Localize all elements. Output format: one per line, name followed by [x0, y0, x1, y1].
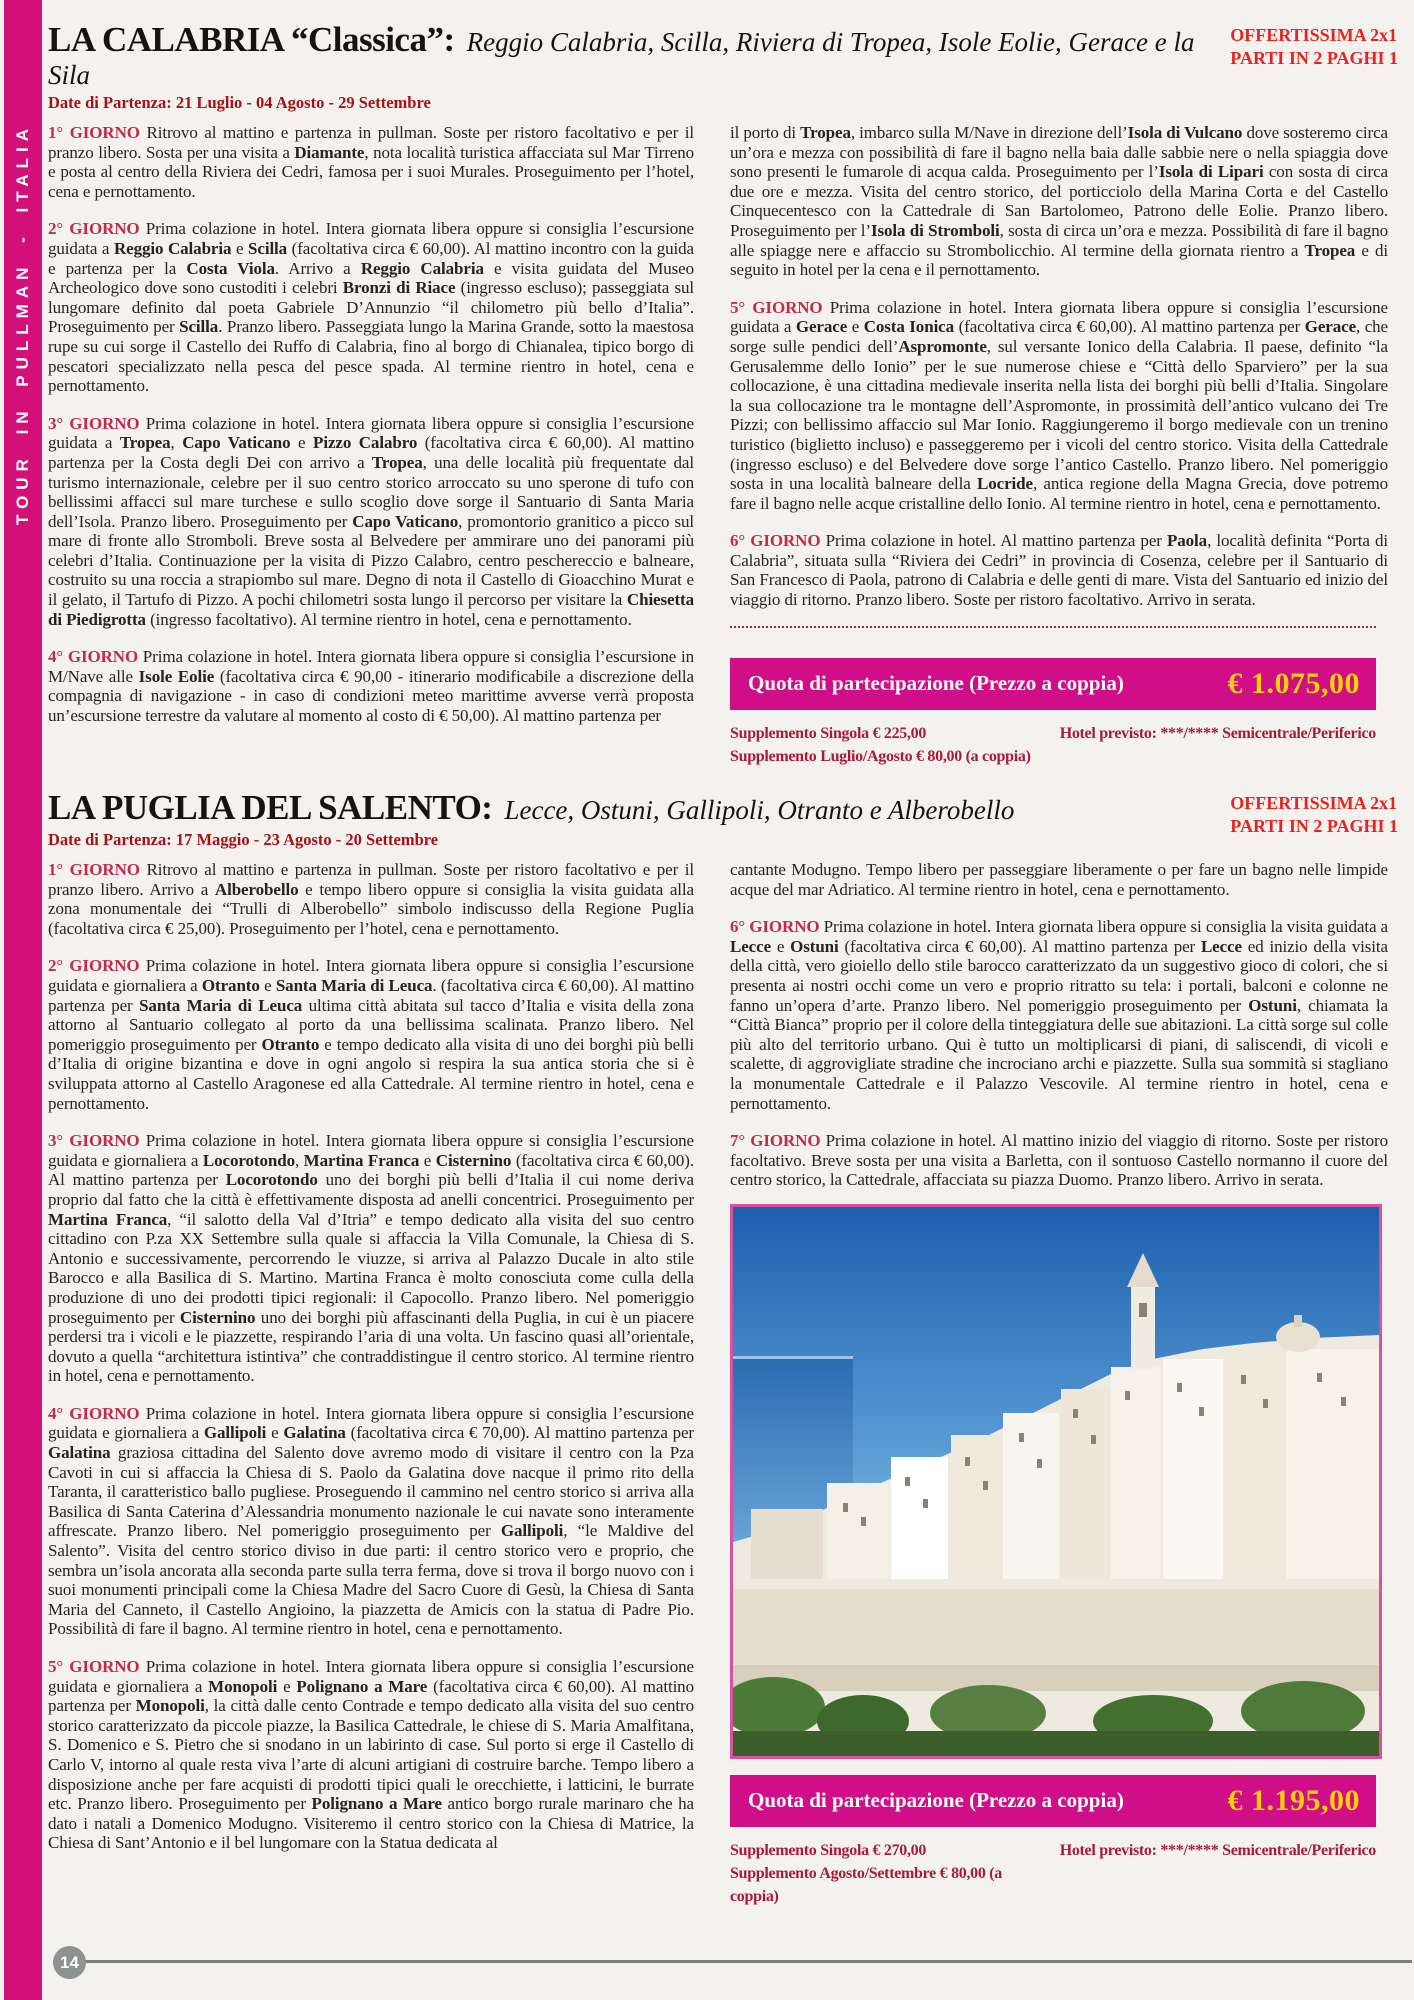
hotel-info: Hotel previsto: ***/**** Semicentrale/Periferico — [1059, 724, 1376, 742]
section-puglia — [48, 788, 1404, 1908]
day-paragraph: 5° GIORNO Prima colazione in hotel. Intera giornata libera oppure si consiglia l’escursione guidata e giornaliera a Monopoli e Polignano a Mare (facoltativa circa € 60,00). Al mattino partenza per Monopoli, la città dalle cento Contrade e tempo dedicato alla visita del suo centro storico caratterizzato da piccole piazze, la Basilica Cattedrale, le chiese di S. Maria Amalfitana, S. Domenico e S. Pietro che si snodano in un labirinto di case. Sul porto si erge il Castello di Carlo V, intorno al quale resta viva l’arte di alcuni artigiani di costruire barche. Tempo libero a disposizione anche per fare acquisti di prodotti tipici quali le orecchiette, i latticini, le burrate etc. Pranzo libero. Proseguimento per Polignano a Mare antico borgo rurale marinaro che ha dato i natali a Domenico Modugno. Visiteremo il centro storico con la Chiesa di Matrice, la Chiesa di Sant’Antonio e il bel lungomare con la Statua dedicata al — [48, 1657, 694, 1853]
supplements — [730, 722, 1031, 768]
section-calabria — [48, 20, 1404, 768]
day-label: 6° GIORNO — [730, 917, 824, 937]
column-left — [48, 860, 694, 1908]
departure-dates: Date di Partenza: 21 Luglio - 04 Agosto - 29 Settembre — [48, 93, 431, 112]
day-paragraph: 3° GIORNO Prima colazione in hotel. Intera giornata libera oppure si consiglia l’escursione guidata a Tropea, Capo Vaticano e Pizzo Calabro (facoltativa circa € 60,00). Al mattino partenza per la Costa degli Dei con arrivo a Tropea, una delle località più frequentate dal turismo internazionale, celebre per il suo centro storico arroccato su uno sperone di tufo con bellissimi affacci sul mare turchese e sullo scoglio dove sorge il Santuario di Santa Maria dell’Isola. Pranzo libero. Proseguimento per Capo Vaticano, promontorio granitico a picco sul mare di fronte allo Stromboli. Breve sosta al Belvedere per ammirare uno dei panorami più celebri d’Italia. Continuazione per la visita di Pizzo Calabro, centro peschereccio e balneare, costruito su una roccia a strapiombo sul mare. Degno di nota il Castello di Gioacchino Murat e il gelato, il Tartufo di Pizzo. A pochi chilometri sosta lungo il percorso per visitare la Chiesetta di Piedigrotta (ingresso facoltativo). Al termine rientro in hotel, cena e pernottamento. — [48, 413, 694, 629]
day-label: 1° GIORNO — [48, 860, 147, 880]
day-paragraph: 4° GIORNO Prima colazione in hotel. Intera giornata libera oppure si consiglia l’escursione guidata e giornaliera a Gallipoli e Galatina (facoltativa circa € 70,00). Al mattino partenza per Galatina graziosa cittadina del Salento dove avremo modo di visitare il centro con la Pza Cavoti in cui si affaccia la Chiesa di S. Paolo da Galatina dove nacque il primo rito della Taranta, il caratteristico ballo pugliese. Proseguendo il cammino nel centro storico si arriva alla Basilica di Santa Caterina d’Alessandria monumento nazionale le cui navate sono interamente affrescate. Pranzo libero. Nel pomeriggio proseguimento per Gallipoli, “le Maldive del Salento”. Visita del centro storico diviso in due parti: il centro storico vero e proprio, che sembra un’isola ancorata alla seconda parte sulla terra ferma, dove si trova il borgo nuovo con i suoi monumenti principali come la Chiesa Madre del Sacro Cuore di Gesù, la Chiesa di Santa Maria del Canneto, il Castello Angioino, la piazzetta de Amicis con la statua di Padre Pio. Possibilità di fare il bagno. Al termine rientro in hotel, cena e pernottamento. — [48, 1403, 694, 1639]
day-paragraph: 2° GIORNO Prima colazione in hotel. Intera giornata libera oppure si consiglia l’escursione guidata a Reggio Calabria e Scilla (facoltativa circa € 60,00). Al mattino incontro con la guida e partenza per la Costa Viola. Arrivo a Reggio Calabria e visita guidata del Museo Archeologico dove sono custoditi i celebri Bronzi di Riace (ingresso escluso); passeggiata sul lungomare definito dal poeta Gabriele D’Annunzio “il chilometro più bello d’Italia”. Proseguimento per Scilla. Pranzo libero. Passeggiata lungo la Marina Grande, sotto la maestosa rupe su cui sorge il Castello dei Ruffo di Calabria, fino al borgo di Chianalea, tipico borgo di pescatori specializzato nella pesca del pesce spada. Al termine rientro in hotel, cena e pernottamento. — [48, 219, 694, 396]
page-content — [48, 0, 1404, 1909]
column-right — [730, 860, 1388, 1908]
day-label: 2° GIORNO — [48, 956, 146, 976]
day-label: 3° GIORNO — [48, 1131, 146, 1151]
day-label: 4° GIORNO — [48, 1403, 146, 1423]
column-right — [730, 123, 1388, 768]
day-paragraph: 4° GIORNO Prima colazione in hotel. Intera giornata libera oppure si consiglia l’escursione in M/Nave alle Isole Eolie (facoltativa circa € 90,00 - itinerario modificabile a discrezione della compagnia di navigazione - in caso di condizioni meteo marittime avverse verrà proposta un’escursione terrestre da valutare al momento al costo di € 50,00). Al mattino partenza per — [48, 647, 694, 726]
supplement-single: Supplemento Singola € 225,00 — [730, 724, 927, 742]
section-subtitle: Reggio Calabria, Scilla, Riviera di Tropea, Isole Eolie, Gerace e la Sila — [48, 27, 1195, 90]
day-paragraph: 6° GIORNO Prima colazione in hotel. Intera giornata libera oppure si consiglia la visita guidata a Lecce e Ostuni (facoltativa circa € 60,00). Al mattino partenza per Lecce ed inizio della visita della città, vero gioiello dello stile barocco caratterizzato da un suggestivo gioco di colori, che si presenta ai nostri occhi come un vero e proprio ritratto su tela: i portali, balconi e colonne ne fanno un’opera d’arte. Pranzo libero. Nel pomeriggio proseguimento per Ostuni, chiamata la “Città Bianca” proprio per il colore della tinteggiatura delle sue abitazioni. La città sorge sul colle più alto del territorio urbano. Qui è tutto un moltiplicarsi di piani, di saliscendi, di vicoli e scalette, di aggrovigliate stradine che incrociano archi e piazzette. Sulla sua sommità si stagliano la monumentale Cattedrale e il Palazzo Vescovile. Al termine rientro in hotel, cena e pernottamento. — [730, 917, 1388, 1113]
day-paragraph: 7° GIORNO Prima colazione in hotel. Al mattino inizio del viaggio di ritorno. Soste per ristoro facoltativo. Breve sosta per una visita a Barletta, con il sontuoso Castello normanno il cuore del centro storico, la Cattedrale, affacciata su piazza Duomo. Pranzo libero. Arrivo in serata. — [730, 1131, 1388, 1190]
day-paragraph: 1° GIORNO Ritrovo al mattino e partenza in pullman. Soste per ristoro facoltativo e per il pranzo libero. Sosta per una visita a Diamante, nota località turistica affacciata sul Mar Tirreno e posta al centro della Riviera dei Cedri, famosa per i suoi Murales. Proseguimento per l’hotel, cena e pernottamento. — [48, 123, 694, 201]
day-label: 7° GIORNO — [730, 1131, 826, 1151]
offer-badge-line2: PARTI IN 2 PAGHI 1 — [1230, 47, 1398, 68]
day-paragraph: 3° GIORNO Prima colazione in hotel. Intera giornata libera oppure si consiglia l’escursione guidata e giornaliera a Locorotondo, Martina Franca e Cisternino (facoltativa circa € 60,00). Al mattino partenza per Locorotondo uno dei borghi più belli d’Italia il cui nome deriva proprio dal fatto che la città è effettivamente disposta ad anelli concentrici. Proseguimento per Martina Franca, “il salotto della Val d’Itria” e tempo dedicato alla visita del suo centro cittadino con P.za XX Settembre sulla quale si affaccia la Villa Comunale, la Chiesa di S. Antonio e successivamente, percorrendo le viuzze, si arriva al Palazzo Ducale in alto stile Barocco e alla Basilica di S. Martino. Martina Franca è molto conosciuta come culla della produzione di uno dei prodotti tipici regionali: il Capocollo. Pranzo libero. Nel pomeriggio proseguimento per Cisternino uno dei borghi più affascinanti della Puglia, in cui è un piacere perdersi tra i vicoli e le piazzette, respirando l’aria di una volta. Un fascino quasi all’orientale, dovuto a quella “architettura istintiva” che contraddistingue il centro storico. Al termine rientro in hotel, cena e pernottamento. — [48, 1131, 695, 1386]
section-subtitle: Lecce, Ostuni, Gallipoli, Otranto e Alberobello — [504, 795, 1015, 826]
section-header — [48, 20, 1404, 113]
supplement-season: Supplemento Agosto/Settembre € 80,00 (a coppia) — [730, 1865, 1002, 1906]
section-title: LA CALABRIA “Classica”: — [48, 20, 455, 59]
day-paragraph: 6° GIORNO Prima colazione in hotel. Al mattino partenza per Paola, località definita “Porta di Calabria”, situata sulla “Riviera dei Cedri” in provincia di Cosenza, celebre per il Santuario di San Francesco di Paola, patrono di Calabria e delle genti di mare. Vista del Santuario ed inizio del viaggio di ritorno. Pranzo libero. Soste per ristoro facoltativo. Arrivo in serata. — [730, 531, 1388, 610]
day-label: 2° GIORNO — [48, 219, 146, 239]
price-amount: € 1.195,00 — [1227, 1783, 1360, 1817]
supplements — [730, 1839, 1050, 1909]
continuation-paragraph: il porto di Tropea, imbarco sulla M/Nave in direzione dell’Isola di Vulcano dove sosteremo circa un’ora e mezza con possibilità di fare il bagno nella baia dalle sabbie nere o nella spiaggia dove sono presenti le fumarole di acqua calda. Proseguimento per l’Isola di Lipari con sosta di circa due ore e mezza. Visita del centro storico, del porticciolo della Marina Corta e del Castello Cinquecentesco con la Cattedrale di San Bartolomeo, Patrono delle Eolie. Pranzo libero. Proseguimento per l’Isola di Stromboli, sosta di circa un’ora e mezza. Possibilità di fare il bagno alle spiagge nere e affaccio su Strombolicchio. Al termine della giornata rientro a Tropea e di seguito in hotel per la cena e il pernottamento. — [730, 123, 1389, 280]
price-box — [730, 658, 1376, 710]
footer-rule — [70, 1960, 1412, 1963]
day-label: 5° GIORNO — [48, 1657, 146, 1676]
two-column-body — [48, 860, 1404, 1908]
price-label: Quota di partecipazione (Prezzo a coppia) — [748, 1788, 1124, 1813]
ostuni-photo — [730, 1204, 1382, 1759]
day-label: 3° GIORNO — [48, 413, 146, 433]
supplements-row — [730, 1839, 1376, 1909]
two-column-body — [48, 123, 1404, 768]
day-label: 4° GIORNO — [48, 647, 143, 667]
hotel-info: Hotel previsto: ***/**** Semicentrale/Periferico — [1059, 1841, 1376, 1859]
spine-vertical-label: TOUR IN PULLMAN - ITALIA — [13, 123, 32, 526]
dotted-divider — [730, 626, 1376, 628]
page-number: 14 — [53, 1946, 86, 1979]
day-paragraph: 2° GIORNO Prima colazione in hotel. Intera giornata libera oppure si consiglia l’escursione guidata e giornaliera a Otranto e Santa Maria di Leuca. (facoltativa circa € 60,00). Al mattino partenza per Santa Maria di Leuca ultima città abitata sul tacco d’Italia e visita della zona attorno al Santuario collegato al porto da una bellissima scalinata. Pranzo libero. Nel pomeriggio proseguimento per Otranto e tempo dedicato alla visita di uno dei borghi più belli d’Italia di origine bizantina e dove in ogni angolo si respira la sua antica storia che si è sviluppata attorno al Castello Aragonese ed alla Cattedrale. Al termine rientro in hotel, cena e pernottamento. — [48, 956, 695, 1113]
supplement-season: Supplemento Luglio/Agosto € 80,00 (a coppia) — [730, 747, 1031, 765]
section-title: LA PUGLIA DEL SALENTO: — [48, 788, 493, 828]
offer-badge-line1: OFFERTISSIMA 2x1 — [1230, 793, 1398, 814]
day-paragraph: 5° GIORNO Prima colazione in hotel. Intera giornata libera oppure si consiglia l’escursione guidata a Gerace e Costa Ionica (facoltativa circa € 60,00). Al mattino partenza per Gerace, che sorge sulle pendici dell’Aspromonte, sul versante Ionico della Calabria. Il paese, definito “la Gerusalemme dello Ionio” per le sue numerose chiese e “Città dello Sparviero” per la sua collocazione, è una cittadina medievale inserita nella lista dei borghi più belli d’Italia. Singolare la sua collocazione tra le montagne dell’Aspromonte, in prossimità dell’antico vulcano dei Tre Pizzi; con bellissimo affaccio sul Mar Ionio. Raggiungeremo il borgo medievale con un trenino turistico (biglietto incluso) e passeggeremo per i vicoli del centro storico. Visita della Cattedrale (ingresso escluso) e del Belvedere dove sorge l’antico Castello. Pranzo libero. Nel pomeriggio sosta in una località balneare della Locride, antica regione della Magna Grecia, dove potremo fare il bagno nelle acque cristalline dello Ionio. Al termine rientro in hotel, cena e pernottamento. — [730, 297, 1388, 513]
day-label: 5° GIORNO — [730, 297, 830, 317]
price-label: Quota di partecipazione (Prezzo a coppia) — [748, 671, 1124, 696]
offer-badge — [1230, 792, 1398, 837]
offer-badge-line1: OFFERTISSIMA 2x1 — [1230, 25, 1398, 45]
day-label: 1° GIORNO — [48, 123, 147, 142]
price-box — [730, 1775, 1376, 1827]
offer-badge — [1230, 24, 1398, 69]
day-paragraph: 1° GIORNO Ritrovo al mattino e partenza in pullman. Soste per ristoro facoltativo e per il pranzo libero. Arrivo a Alberobello e tempo libero oppure si consiglia la visita guidata alla zona monumentale dei “Trulli di Alberobello” simbolo indiscusso della Regione Puglia (facoltativa circa € 25,00). Proseguimento per l’hotel, cena e pernottamento. — [48, 860, 694, 938]
offer-badge-line2: PARTI IN 2 PAGHI 1 — [1230, 815, 1398, 836]
departure-dates: Date di Partenza: 17 Maggio - 23 Agosto - 20 Settembre — [48, 830, 439, 850]
supplement-single: Supplemento Singola € 270,00 — [730, 1841, 927, 1859]
section-header — [48, 788, 1404, 850]
price-amount: € 1.075,00 — [1227, 666, 1360, 700]
day-label: 6° GIORNO — [730, 531, 826, 551]
continuation-paragraph: cantante Modugno. Tempo libero per passeggiare liberamente o per fare un bagno nelle limpide acque del mar Adriatico. Al termine rientro in hotel, cena e pernottamento. — [730, 860, 1388, 899]
supplements-row — [730, 722, 1376, 768]
column-left — [48, 123, 694, 768]
